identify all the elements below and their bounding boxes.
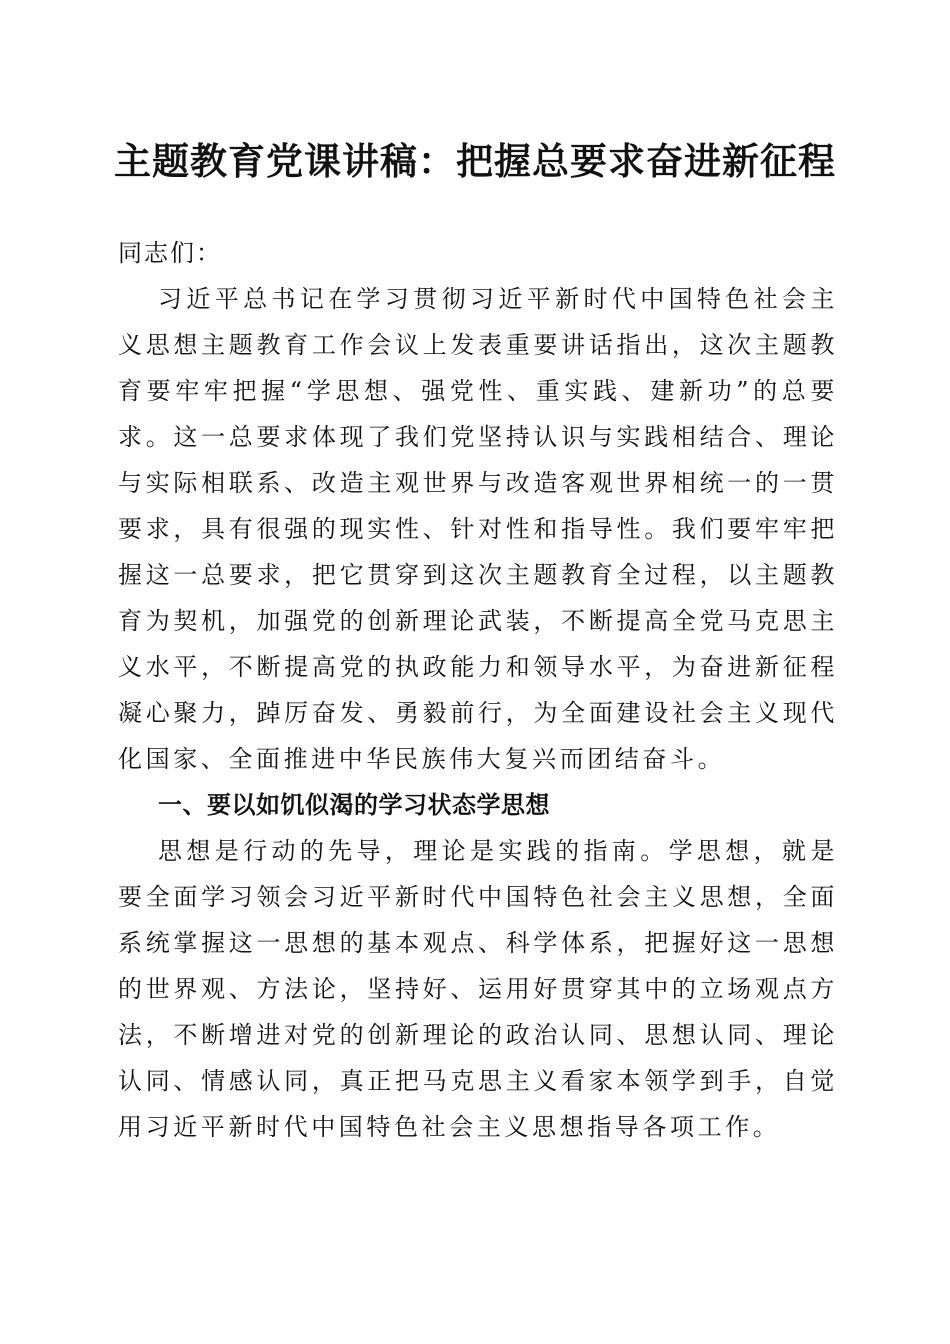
- paragraph-intro: 习近平总书记在学习贯彻习近平新时代中国特色社会主义思想主题教育工作会议上发表重要讲话指出，这次主题教育要牢牢把握“学思想、强党性、重实践、建新功”的总要求。这一总要求体现了我们党坚持认识与实践相结合、理论与实际相联系、改造主观世界与改造客观世界相统一的一贯要求，具有很强的现实性、针对性和指导性。我们要牢牢把握这一总要求，把它贯穿到这次主题教育全过程，以主题教育为契机，加强党的创新理论武装，不断提高全党马克思主义水平，不断提高党的执政能力和领导水平，为奋进新征程凝心聚力，踔厉奋发、勇毅前行，为全面建设社会主义现代化国家、全面推进中华民族伟大复兴而团结奋斗。: [118, 285, 838, 773]
- document-title: 主题教育党课讲稿：把握总要求奋进新征程: [114, 139, 836, 183]
- document-body: [118, 230, 838, 1150]
- greeting: 同志们：: [118, 239, 222, 267]
- section-heading-1: 一、要以如饥似渴的学习状态学思想: [158, 791, 550, 819]
- paragraph-section-1: 思想是行动的先导，理论是实践的指南。学思想，就是要全面学习领会习近平新时代中国特色社会主义思想，全面系统掌握这一思想的基本观点、科学体系，把握好这一思想的世界观、方法论，坚持好、运用好贯穿其中的立场观点方法，不断增进对党的创新理论的政治认同、思想认同、理论认同、情感认同，真正把马克思主义看家本领学到手，自觉用习近平新时代中国特色社会主义思想指导各项工作。: [118, 837, 838, 1141]
